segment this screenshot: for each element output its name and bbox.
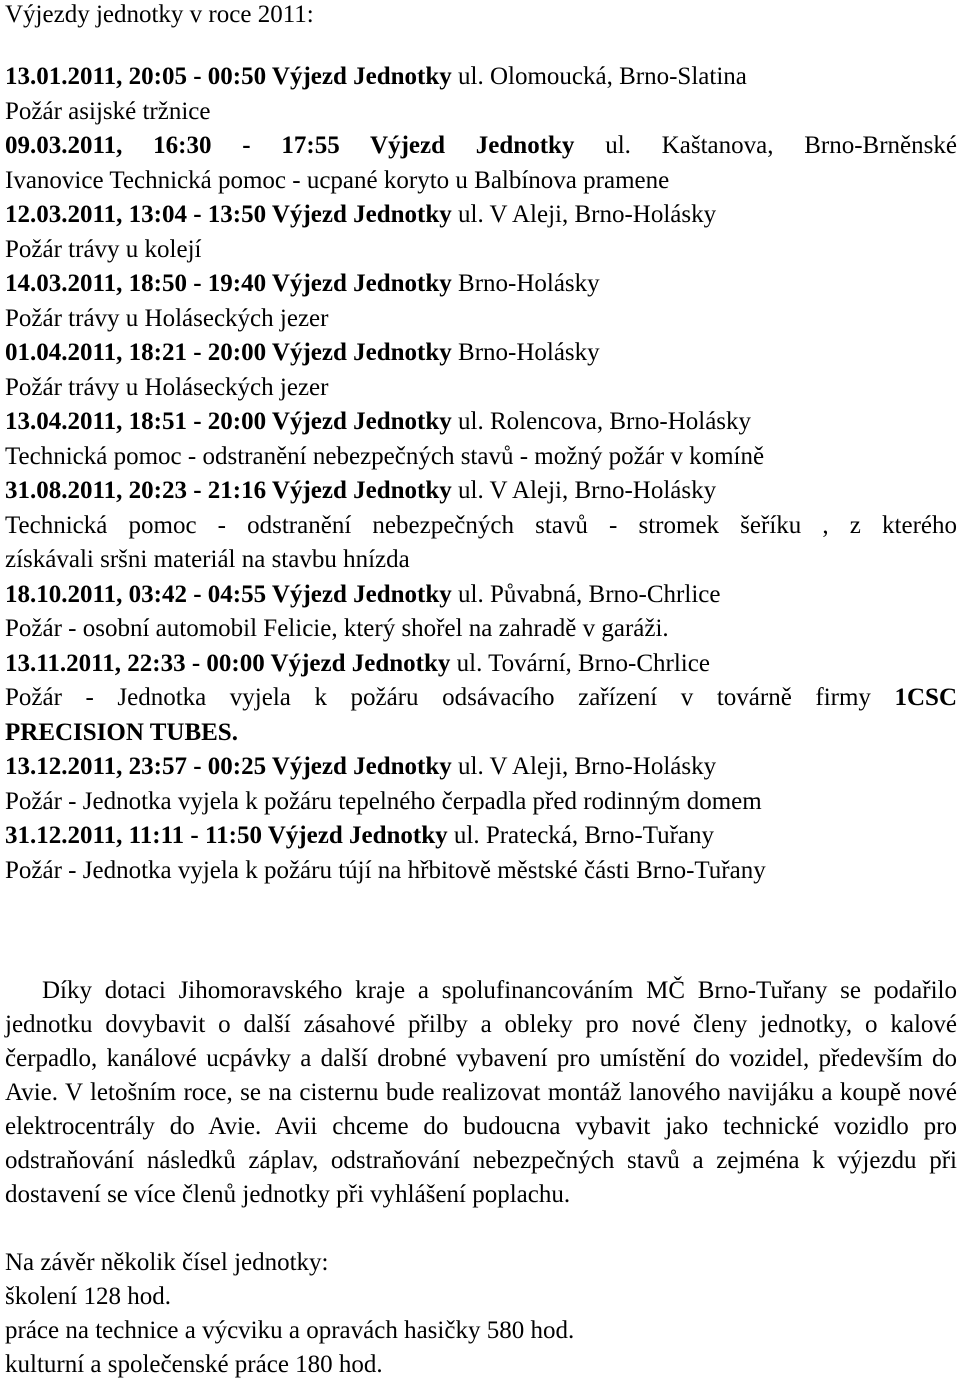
entry-place: ul. V Aleji, Brno-Holásky: [451, 477, 717, 504]
entry-header: [5, 129, 957, 164]
entry-description: Požár - Jednotka vyjela k požáru tújí na hřbitově městské části Brno-Tuřany: [5, 856, 766, 884]
entry-place: ul. V Aleji, Brno-Holásky: [451, 753, 717, 780]
entry-date: 18.10.2011, 03:42 - 04:55 Výjezd Jednotky: [5, 580, 452, 608]
entry-description: Požár trávy u kolejí: [5, 235, 202, 263]
entry-header: [5, 60, 957, 95]
summary-paragraph: Díky dotaci Jihomoravského kraje a spolufinancováním MČ Brno-Tuřany se podařilo jednotku dovybavit o další zásahové přilby a obleky pro nové členy jednotky, o kalové čerpadlo, kanálové ucpávky a další drobné vybavení pro umístění do vozidel, především do Avie. V letošním roce, se na cisternu bude realizovat montáž lanového navijáku a koupě nové elektrocentrály do Avie. Avii chceme do budoucna vybavit jako technické vozidlo pro odstraňování následků záplav, odstraňování nebezpečných stavů a zejména k výjezdu při dostavení se více členů jednotky při vyhlášení poplachu.: [5, 977, 957, 1208]
call-out-list: [5, 60, 957, 888]
statistics-item: školení 128 hod.: [5, 1283, 171, 1310]
entry-header: [5, 578, 957, 613]
entry-header: [5, 267, 957, 302]
entry-header: [5, 198, 957, 233]
document-page: [5, 0, 957, 1382]
entry-date: 12.03.2011, 13:04 - 13:50 Výjezd Jednotky: [5, 201, 452, 228]
statistics-item: kulturní a společenské práce 180 hod.: [5, 1351, 383, 1378]
entry-description-continued: získávali sršni materiál na stavbu hnízda: [5, 546, 410, 573]
page-heading: Výjezdy jednotky v roce 2011:: [5, 1, 314, 28]
entry-place: Brno-Holásky: [451, 339, 600, 366]
entry-header: [5, 405, 957, 440]
entry-place: ul. V Aleji, Brno-Holásky: [451, 201, 717, 228]
entry-description: Požár trávy u Holáseckých jezer: [5, 304, 329, 332]
entry-company-name: 1CSC: [894, 684, 957, 711]
entry-date: 13.04.2011, 18:51 - 20:00 Výjezd Jednotky: [5, 408, 452, 435]
entry-date: 09.03.2011, 16:30 - 17:55 Výjezd Jednotky: [5, 132, 575, 159]
entry-header: [5, 336, 957, 371]
entry-description: Požár asijské tržnice: [5, 97, 211, 125]
entry-description: Technická pomoc - odstranění nebezpečných stavů - stromek šeříku , z kterého: [5, 511, 957, 539]
entry-header: [5, 647, 957, 682]
entry-place: ul. Půvabná, Brno-Chrlice: [451, 580, 721, 608]
entry-place: ul. Pratecká, Brno-Tuřany: [447, 822, 715, 849]
entry-header: [5, 750, 957, 785]
entry-date: 13.01.2011, 20:05 - 00:50 Výjezd Jednotky: [5, 63, 452, 90]
statistics-item: práce na technice a výcviku a opravách hasičky 580 hod.: [5, 1317, 575, 1344]
entry-date: 31.08.2011, 20:23 - 21:16 Výjezd Jednotky: [5, 477, 452, 504]
entry-date: 01.04.2011, 18:21 - 20:00 Výjezd Jednotky: [5, 339, 452, 366]
entry-date: 31.12.2011, 11:11 - 11:50 Výjezd Jednotky: [5, 822, 448, 849]
entry-date: 13.12.2011, 23:57 - 00:25 Výjezd Jednotky: [5, 753, 452, 780]
entry-date: 13.11.2011, 22:33 - 00:00 Výjezd Jednotky: [5, 649, 451, 677]
statistics-intro: Na závěr několik čísel jednotky:: [5, 1249, 329, 1276]
entry-description: Technická pomoc - odstranění nebezpečných stavů - možný požár v komíně: [5, 442, 765, 470]
entry-place: Brno-Holásky: [451, 270, 600, 297]
entry-place: ul. Olomoucká, Brno-Slatina: [451, 63, 747, 90]
statistics-section: [5, 1246, 957, 1382]
entry-header: [5, 819, 957, 854]
entry-description: Požár - Jednotka vyjela k požáru tepelného čerpadla před rodinným domem: [5, 787, 762, 815]
entry-place: ul. Kaštanova, Brno-Brněnské: [574, 132, 957, 159]
entry-date: 14.03.2011, 18:50 - 19:40 Výjezd Jednotky: [5, 270, 452, 297]
entry-description: Ivanovice Technická pomoc - ucpané koryto u Balbínova pramene: [5, 166, 670, 194]
entry-place: ul. Tovární, Brno-Chrlice: [450, 649, 710, 677]
entry-description-text: Požár - Jednotka vyjela k požáru odsávacího zařízení v továrně firmy: [5, 684, 871, 711]
entry-description-continued: [5, 716, 957, 751]
entry-description: Požár trávy u Holáseckých jezer: [5, 373, 329, 401]
entry-description: [5, 681, 957, 716]
entry-place: ul. Rolencova, Brno-Holásky: [451, 408, 752, 435]
entry-company-name-continued: PRECISION TUBES.: [5, 718, 238, 746]
entry-description: Požár - osobní automobil Felicie, který shořel na zahradě v garáži.: [5, 615, 669, 642]
entry-header: [5, 474, 957, 509]
